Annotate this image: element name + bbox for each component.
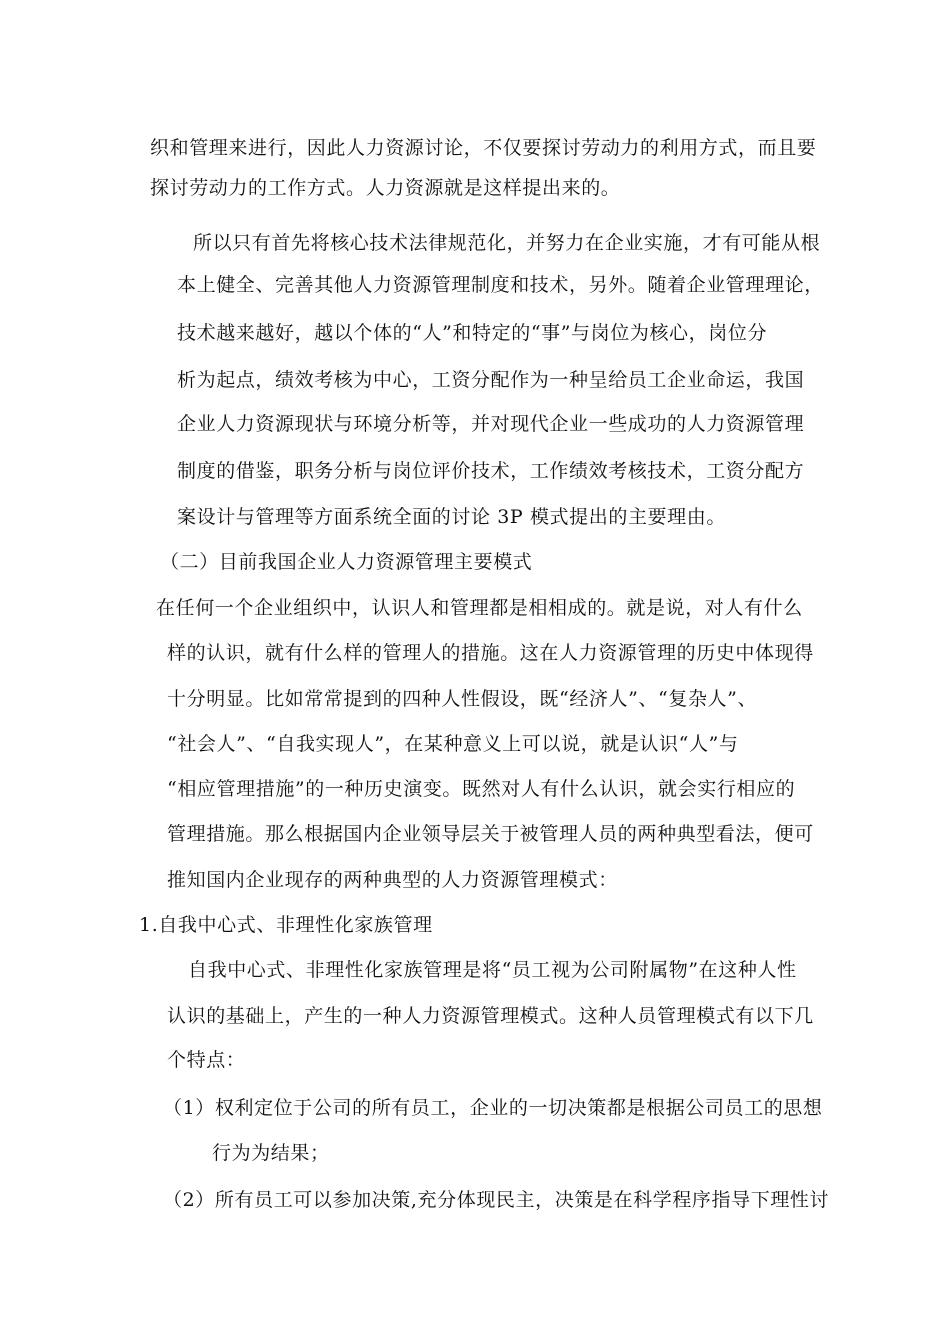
text-line-6: 析为起点，绩效考核为中心，工资分配作为一种呈给员工企业命运，我国 — [177, 369, 805, 391]
text-line-7: 企业人力资源现状与环境分析等，并对现代企业一些成功的人力资源管理 — [177, 413, 805, 435]
text-line-12: 样的认识，就有什么样的管理人的措施。这在人力资源管理的历史中体现得 — [167, 642, 814, 664]
text-line-11: 在任何一个企业组织中，认识人和管理都是相相成的。就是说，对人有什么 — [156, 597, 803, 619]
text-line-13: 十分明显。比如常常提到的四种人性假设，既“经济人”、“复杂人”、 — [167, 688, 758, 710]
section-heading-2: （二）目前我国企业人力资源管理主要模式 — [160, 551, 533, 573]
text-line-8: 制度的借鉴，职务分析与岗位评价技术，工作绩效考核技术，工资分配方 — [177, 460, 805, 482]
list-item-1: （1）权利定位于公司的所有员工，企业的一切决策都是根据公司员工的思想 — [163, 1097, 823, 1119]
text-line-20: 认识的基础上，产生的一种人力资源管理模式。这种人员管理模式有以下几 — [167, 1005, 814, 1027]
text-line-3: 所以只有首先将核心技术法律规范化，并努力在企业实施，才有可能从根 — [193, 232, 821, 254]
subsection-heading-1: 1.自我中心式、非理性化家族管理 — [139, 914, 433, 936]
text-line-1: 织和管理来进行，因此人力资源讨论，不仅要探讨劳动力的利用方式，而且要 — [150, 137, 817, 159]
text-line-15: “相应管理措施”的一种历史演变。既然对人有什么认识，就会实行相应的 — [167, 778, 796, 800]
list-item-1-cont: 行为为结果； — [212, 1142, 330, 1164]
text-line-16: 管理措施。那么根据国内企业领导层关于被管理人员的两种典型看法，便可 — [167, 823, 814, 845]
list-item-2: （2）所有员工可以参加决策,充分体现民主，决策是在科学程序指导下理性讨 — [163, 1189, 830, 1211]
text-line-5: 技术越来越好，越以个体的“人”和特定的“事”与岗位为核心，岗位分 — [177, 322, 768, 344]
text-line-2: 探讨劳动力的工作方式。人力资源就是这样提出来的。 — [150, 177, 621, 199]
text-line-4: 本上健全、完善其他人力资源管理制度和技术，另外。随着企业管理理论， — [177, 274, 824, 296]
text-line-9: 案设计与管理等方面系统全面的讨论 3P 模式提出的主要理由。 — [177, 506, 726, 528]
text-line-21: 个特点： — [167, 1049, 246, 1071]
text-line-19: 自我中心式、非理性化家族管理是将“员工视为公司附属物”在这种人性 — [188, 959, 797, 981]
text-line-17: 推知国内企业现存的两种典型的人力资源管理模式： — [167, 869, 618, 891]
text-line-14: “社会人”、“自我实现人”，在某种意义上可以说，就是认识“人”与 — [167, 733, 739, 755]
